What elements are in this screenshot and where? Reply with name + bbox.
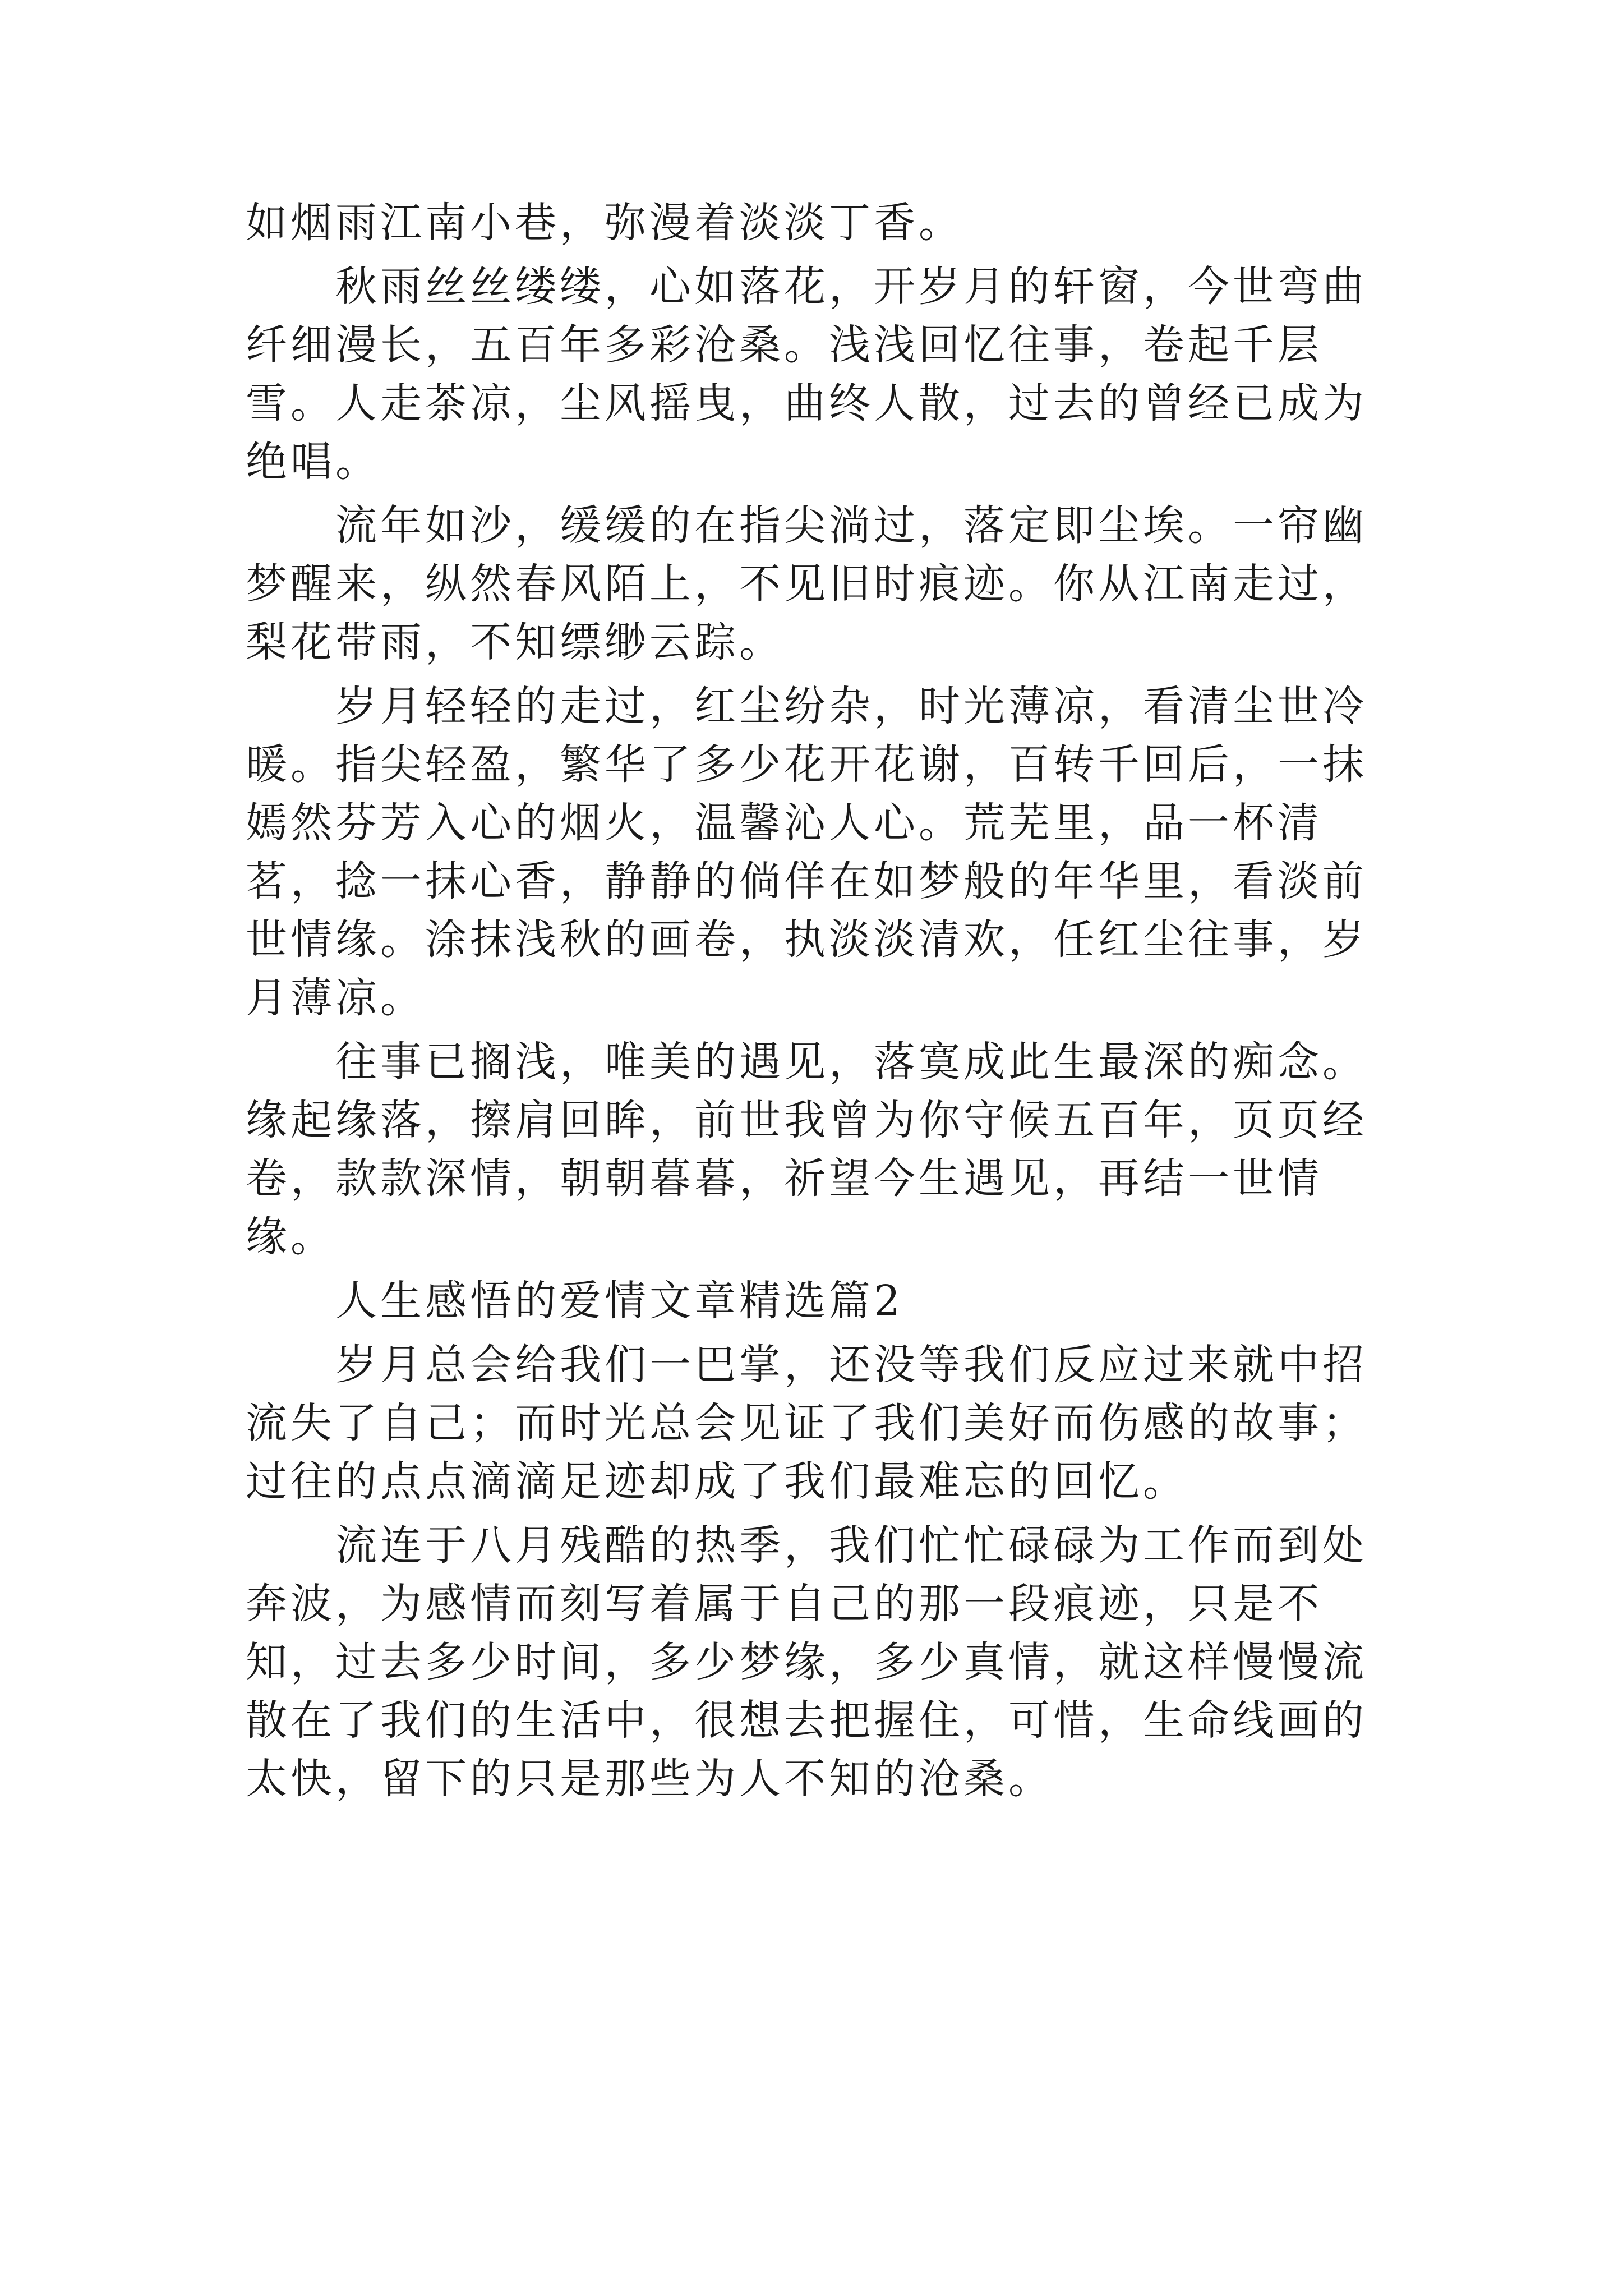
paragraph-2: 秋雨丝丝缕缕，心如落花，开岁月的轩窗，今世弯曲纤细漫长，五百年多彩沧桑。浅浅回忆往事，卷起千层雪。人走茶凉，尘风摇曳，曲终人散，过去的曾经已成为绝唱。 (246, 263, 1367, 486)
paragraph-1: 如烟雨江南小巷，弥漫着淡淡丁香。 (246, 199, 963, 247)
paragraph-7: 流连于八月残酷的热季，我们忙忙碌碌为工作而到处奔波，为感情而刻写着属于自己的那一段痕迹，只是不知，过去多少时间，多少梦缘，多少真情，就这样慢慢流散在了我们的生活中，很想去把握住，可惜，生命线画的太快，留下的只是那些为人不知的沧桑。 (246, 1521, 1367, 1803)
section-heading: 人生感悟的爱情文章精选篇2 (335, 1277, 904, 1325)
paragraph-5: 往事已搁浅，唯美的遇见，落寞成此生最深的痴念。缘起缘落，擦肩回眸，前世我曾为你守候五百年，页页经卷，款款深情，朝朝暮暮，祈望今生遇见，再结一世情缘。 (246, 1038, 1367, 1261)
article-body (246, 194, 1384, 1808)
paragraph-4: 岁月轻轻的走过，红尘纷杂，时光薄凉，看清尘世冷暖。指尖轻盈，繁华了多少花开花谢，百转千回后，一抹嫣然芬芳入心的烟火，温馨沁人心。荒芜里，品一杯清茗，捻一抹心香，静静的倘佯在如梦般的年华里，看淡前世情缘。涂抹浅秋的画卷，执淡淡清欢，任红尘往事，岁月薄凉。 (246, 682, 1367, 1022)
paragraph-3: 流年如沙，缓缓的在指尖淌过，落定即尘埃。一帘幽梦醒来，纵然春风陌上，不见旧时痕迹。你从江南走过，梨花带雨，不知缥缈云踪。 (246, 501, 1367, 666)
paragraph-6: 岁月总会给我们一巴掌，还没等我们反应过来就中招流失了自己；而时光总会见证了我们美好而伤感的故事；过往的点点滴滴足迹却成了我们最难忘的回忆。 (246, 1341, 1367, 1506)
